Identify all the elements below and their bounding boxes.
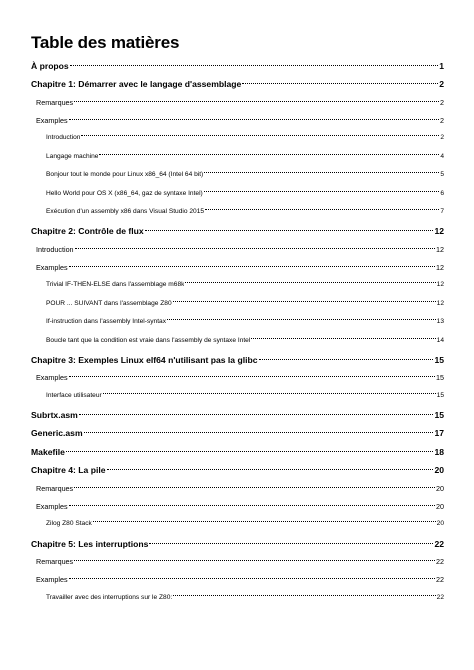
toc-entry-label: Introduction — [46, 134, 81, 142]
toc-entry[interactable] — [31, 300, 444, 307]
toc-entry[interactable] — [31, 116, 444, 125]
dot-leader — [69, 376, 435, 377]
dot-leader — [251, 338, 435, 339]
toc-entry-label: Boucle tant que la condition est vraie dans l'assembly de syntaxe Intel — [46, 336, 251, 344]
toc-entry-label: Exécution d'un assembly x86 dans Visual Studio 2015 — [46, 207, 205, 215]
dot-leader — [259, 359, 434, 360]
toc-entry-page-number: 14 — [436, 336, 444, 344]
toc-entry[interactable] — [31, 208, 444, 215]
toc-entry-page-number: 20 — [436, 483, 444, 493]
toc-entry-label: Examples — [36, 263, 68, 273]
dot-leader — [84, 432, 434, 433]
toc-entry-label: Hello World pour OS X (x86_64, gaz de syntaxe Intel) — [46, 189, 203, 197]
dot-leader — [99, 154, 439, 155]
toc-entry[interactable] — [31, 575, 444, 584]
toc-entry-page-number: 12 — [434, 226, 444, 237]
dot-leader — [70, 65, 439, 66]
toc-entry[interactable] — [31, 134, 444, 141]
toc-entry[interactable] — [31, 190, 444, 197]
dot-leader — [79, 414, 434, 415]
toc-entry-label: Remarques — [36, 483, 74, 493]
toc-entry-page-number: 12 — [436, 244, 444, 254]
toc-entry-label: Examples — [36, 501, 68, 511]
toc-entry-label: Zilog Z80 Stack — [46, 520, 92, 528]
toc-entry-page-number: 22 — [436, 556, 444, 566]
toc-entry[interactable] — [31, 557, 444, 566]
toc-entry[interactable] — [31, 98, 444, 107]
dot-leader — [167, 319, 436, 320]
toc-entry[interactable] — [31, 61, 444, 71]
toc-entry-label: Interface utilisateur — [46, 391, 102, 399]
toc-entry[interactable] — [31, 263, 444, 272]
toc-entry-page-number: 2 — [440, 116, 444, 126]
toc-entry-label: Chapitre 4: La pile — [31, 465, 106, 476]
dot-leader — [242, 83, 438, 84]
toc-entry-page-number: 17 — [434, 428, 444, 439]
toc-entry-label: Subrtx.asm — [31, 410, 78, 421]
toc-entry-label: Examples — [36, 116, 68, 126]
toc-entry-page-number: 4 — [440, 152, 444, 160]
dot-leader — [173, 301, 436, 302]
toc-entry-page-number: 5 — [440, 171, 444, 179]
dot-leader — [81, 135, 439, 136]
toc-entry-page-number: 15 — [434, 410, 444, 421]
toc-entry-label: Generic.asm — [31, 428, 83, 439]
toc-entry-page-number: 22 — [436, 575, 444, 585]
toc-entry-label: Bonjour tout le monde pour Linux x86_64 (Intel 64 bit) — [46, 171, 204, 179]
dot-leader — [69, 119, 439, 120]
toc-entry[interactable] — [31, 428, 444, 438]
toc-entry[interactable] — [31, 502, 444, 511]
toc-entry-page-number: 6 — [440, 189, 444, 197]
toc-entry[interactable] — [31, 539, 444, 549]
dot-leader — [69, 578, 435, 579]
toc-entry-label: Chapitre 5: Les interruptions — [31, 538, 149, 549]
toc-entry[interactable] — [31, 392, 444, 399]
toc-entry-page-number: 1 — [439, 61, 444, 71]
toc-entry-label: If-instruction dans l'assembly Intel-syntax — [46, 318, 166, 326]
toc-entry-label: Remarques — [36, 556, 74, 566]
toc-entry-page-number: 2 — [439, 79, 444, 90]
dot-leader — [173, 595, 435, 596]
dot-leader — [69, 266, 435, 267]
dot-leader — [69, 505, 435, 506]
toc-entry[interactable] — [31, 410, 444, 420]
toc-entry-label: Chapitre 1: Démarrer avec le langage d'assemblage — [31, 79, 242, 90]
dot-leader — [103, 393, 436, 394]
toc-entry-label: Remarques — [36, 97, 74, 107]
toc-entry-page-number: 15 — [436, 391, 444, 399]
toc-entry-label: Trivial IF-THEN-ELSE dans l'assemblage m68k — [46, 281, 185, 289]
toc-entry[interactable] — [31, 447, 444, 457]
dot-leader — [185, 282, 435, 283]
toc-entry[interactable] — [31, 355, 444, 365]
toc-entry[interactable] — [31, 484, 444, 493]
toc-entry[interactable] — [31, 245, 444, 254]
toc-entry[interactable] — [31, 153, 444, 160]
toc-entry-label: Examples — [36, 575, 68, 585]
toc-entry[interactable] — [31, 465, 444, 475]
toc-entry-page-number: 22 — [436, 593, 444, 601]
toc-entry[interactable] — [31, 318, 444, 325]
toc-entry-page-number: 2 — [440, 134, 444, 142]
toc-entry[interactable] — [31, 373, 444, 382]
dot-leader — [93, 521, 436, 522]
dot-leader — [74, 560, 435, 561]
toc-entry[interactable] — [31, 594, 444, 601]
toc-entry-label: Examples — [36, 373, 68, 383]
toc-entry-page-number: 20 — [436, 501, 444, 511]
toc-entry-page-number: 12 — [436, 263, 444, 273]
toc-entry-page-number: 18 — [434, 446, 444, 457]
dot-leader — [75, 248, 435, 249]
toc-entry[interactable] — [31, 171, 444, 178]
toc-entry-label: Travailler avec des interruptions sur le Z80: — [46, 593, 173, 601]
toc-entry-label: Langage machine — [46, 152, 99, 160]
dot-leader — [204, 172, 439, 173]
toc-entry-page-number: 7 — [440, 207, 444, 215]
toc-entry-page-number: 13 — [436, 318, 444, 326]
dot-leader — [66, 451, 434, 452]
dot-leader — [145, 230, 434, 231]
dot-leader — [107, 469, 434, 470]
dot-leader — [205, 209, 439, 210]
toc-entry-label: Makefile — [31, 446, 65, 457]
dot-leader — [204, 191, 440, 192]
toc-entry[interactable] — [31, 79, 444, 89]
toc-entry-page-number: 15 — [436, 373, 444, 383]
toc-entry-page-number: 2 — [440, 97, 444, 107]
toc-entry-page-number: 20 — [436, 520, 444, 528]
toc-entry-label: Chapitre 2: Contrôle de flux — [31, 226, 144, 237]
dot-leader — [74, 487, 435, 488]
toc-entry[interactable] — [31, 337, 444, 344]
toc-entry[interactable] — [31, 281, 444, 288]
toc-entry-label: Chapitre 3: Exemples Linux elf64 n'utilisant pas la glibc — [31, 354, 258, 365]
toc-entry-label: POUR ... SUIVANT dans l'assemblage Z80 — [46, 299, 172, 307]
dot-leader — [149, 543, 433, 544]
toc-entry-page-number: 20 — [434, 465, 444, 476]
toc-entry-page-number: 12 — [436, 281, 444, 289]
toc-entry[interactable] — [31, 520, 444, 527]
toc-entry-label: À propos — [31, 61, 69, 71]
toc-entry-page-number: 12 — [436, 299, 444, 307]
toc-entry[interactable] — [31, 226, 444, 236]
toc-entry-page-number: 22 — [434, 538, 444, 549]
dot-leader — [74, 101, 439, 102]
toc-entry-page-number: 15 — [434, 354, 444, 365]
page-title: Table des matières — [31, 33, 180, 52]
toc-entry-label: Introduction — [36, 244, 74, 254]
